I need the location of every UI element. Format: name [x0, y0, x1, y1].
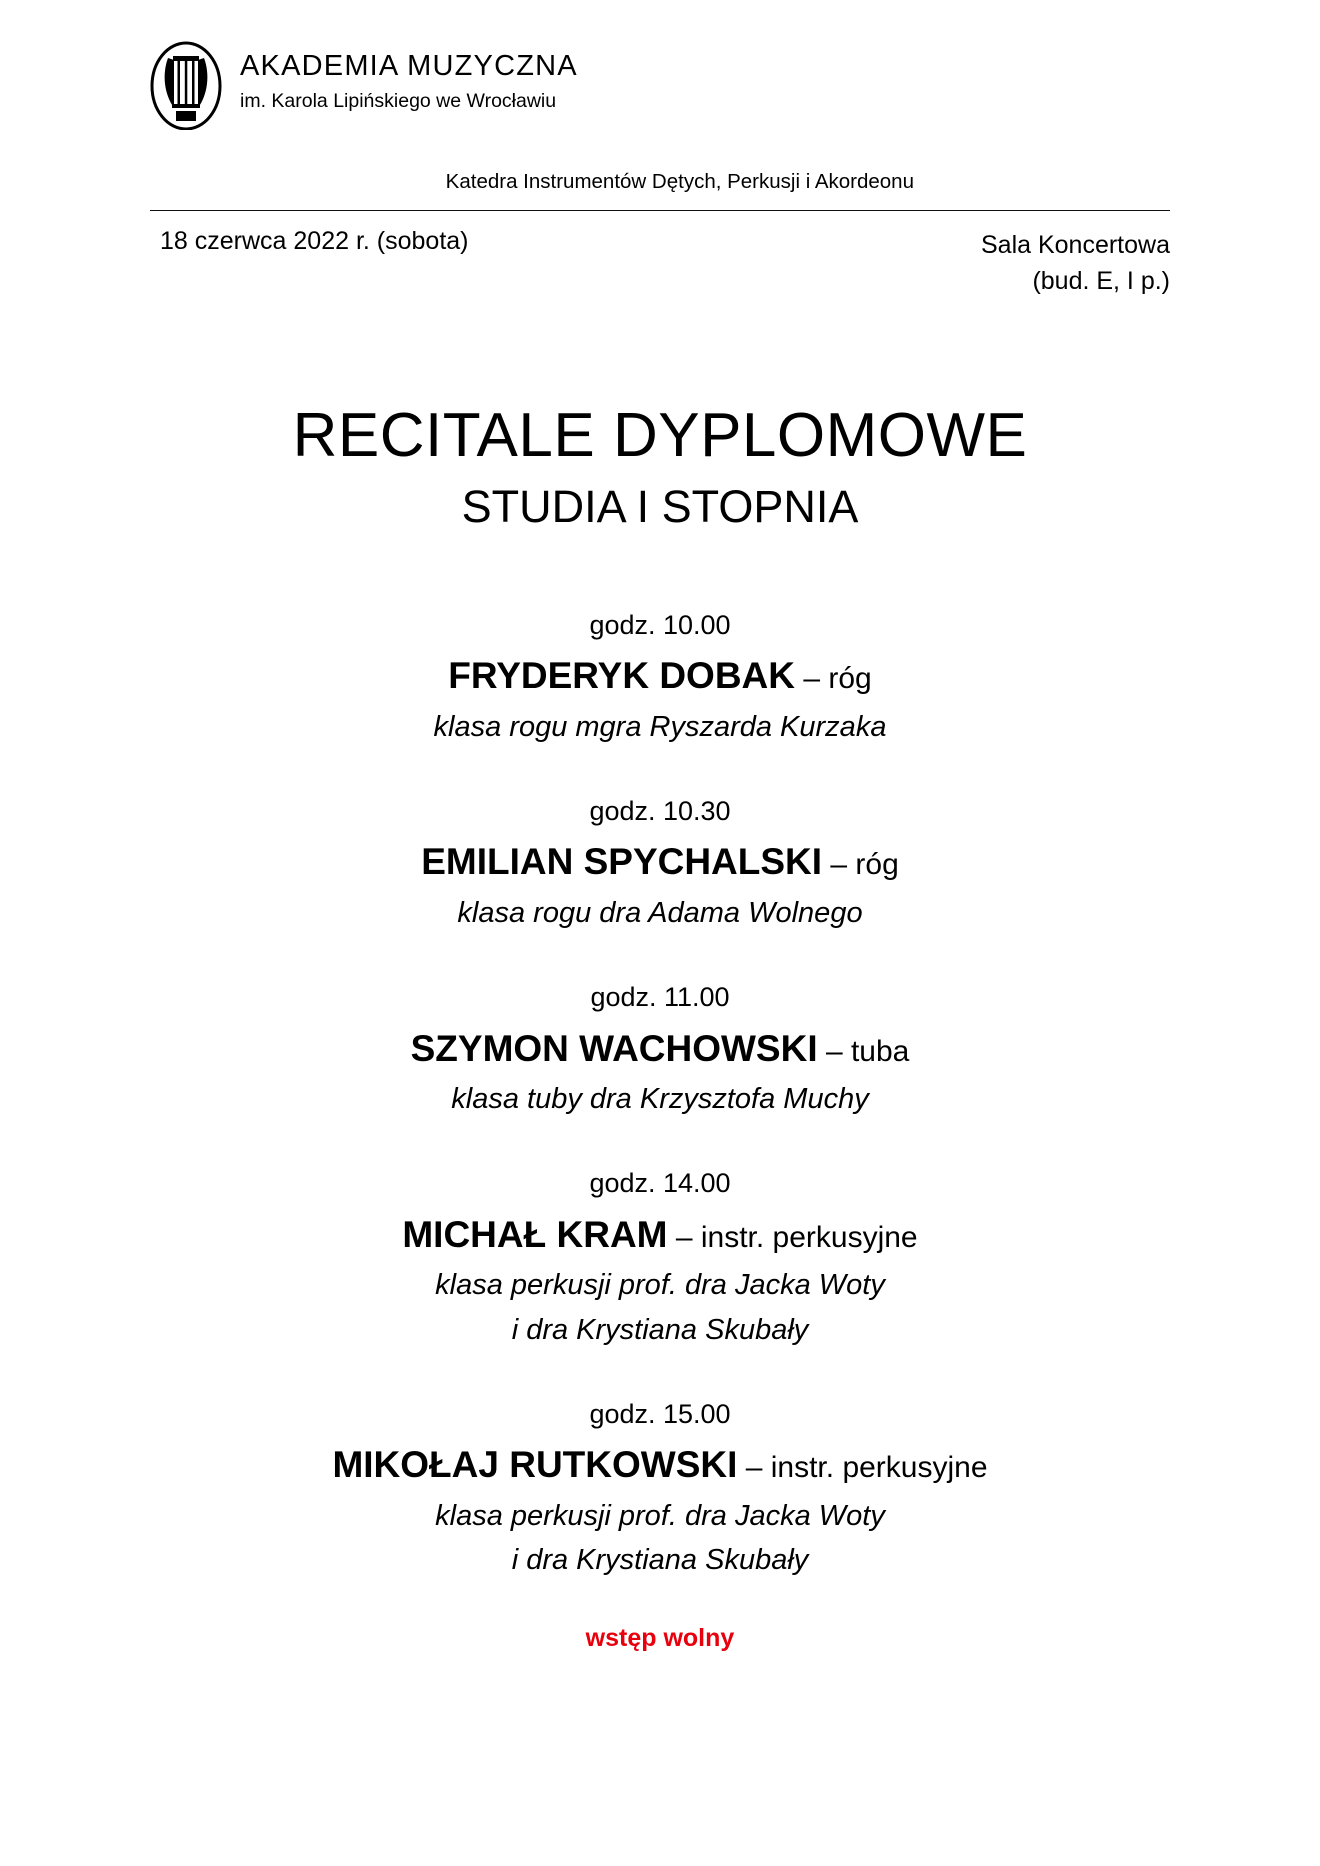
lyre-logo-icon — [150, 38, 222, 130]
performer-dash: – — [667, 1220, 701, 1254]
institution-names — [240, 38, 578, 115]
entry-teacher-line: klasa tuby dra Krzysztofa Muchy — [451, 1083, 869, 1116]
performer-name: MIKOŁAJ RUTKOWSKI — [332, 1444, 738, 1486]
entry-teacher-line: klasa rogu dra Adama Wolnego — [457, 896, 863, 929]
entry-teacher-line: i dra Krystiana Skubały — [511, 1544, 809, 1577]
page-subtitle: STUDIA I STOPNIA — [461, 480, 859, 532]
entry-performer — [0, 835, 1320, 889]
entry-teacher-line: i dra Krystiana Skubały — [511, 1313, 809, 1346]
entry-performer — [0, 1208, 1320, 1262]
performer-dash: – — [737, 1451, 771, 1485]
performer-instrument: instr. perkusyjne — [770, 1451, 988, 1485]
entry-time: godz. 10.30 — [589, 795, 731, 826]
performer-dash: – — [817, 1034, 851, 1068]
institution-name-primary: AKADEMIA MUZYCZNA — [240, 50, 578, 82]
program-entry — [0, 1394, 1320, 1580]
performer-instrument: tuba — [850, 1034, 910, 1068]
entry-teacher-line: klasa rogu mgra Ryszarda Kurzaka — [433, 710, 887, 743]
program-entry — [0, 977, 1320, 1119]
entry-teacher-line: klasa perkusji prof. dra Jacka Woty — [435, 1499, 885, 1532]
performer-name: FRYDERYK DOBAK — [448, 655, 795, 696]
program-entry — [0, 1163, 1320, 1349]
entry-time: godz. 11.00 — [590, 982, 730, 1013]
program-entry — [0, 605, 1320, 747]
venue-line-1: Sala Koncertowa — [980, 231, 1170, 259]
event-meta — [0, 211, 1320, 300]
department-line: Katedra Instrumentów Dętych, Perkusji i Akordeonu — [445, 170, 914, 193]
poster-header — [0, 0, 1320, 130]
performer-name: MICHAŁ KRAM — [402, 1213, 668, 1255]
performer-instrument: instr. perkusyjne — [700, 1220, 918, 1254]
venue-line-2: (bud. E, I p.) — [1032, 267, 1170, 296]
event-venue — [981, 227, 1170, 300]
performer-dash: – — [822, 848, 856, 882]
institution-name-secondary: im. Karola Lipińskiego we Wrocławiu — [240, 90, 557, 113]
admission-note: wstęp wolny — [585, 1624, 735, 1653]
entry-performer — [0, 1022, 1320, 1076]
entry-time: godz. 10.00 — [589, 609, 731, 640]
performer-instrument: róg — [855, 848, 899, 882]
entry-time: godz. 15.00 — [589, 1398, 731, 1429]
entry-performer — [0, 649, 1320, 703]
entry-performer — [0, 1438, 1320, 1492]
page-title: RECITALE DYPLOMOWE — [292, 400, 1028, 470]
performer-name: SZYMON WACHOWSKI — [410, 1027, 818, 1069]
entry-teacher-line: klasa perkusji prof. dra Jacka Woty — [435, 1269, 885, 1302]
performer-dash: – — [795, 662, 829, 695]
program-entry — [0, 791, 1320, 933]
performer-instrument: róg — [828, 662, 872, 695]
performer-name: EMILIAN SPYCHALSKI — [421, 841, 823, 883]
event-date: 18 czerwca 2022 r. (sobota) — [160, 227, 469, 255]
program-list — [0, 605, 1320, 1581]
entry-time: godz. 14.00 — [589, 1168, 731, 1199]
